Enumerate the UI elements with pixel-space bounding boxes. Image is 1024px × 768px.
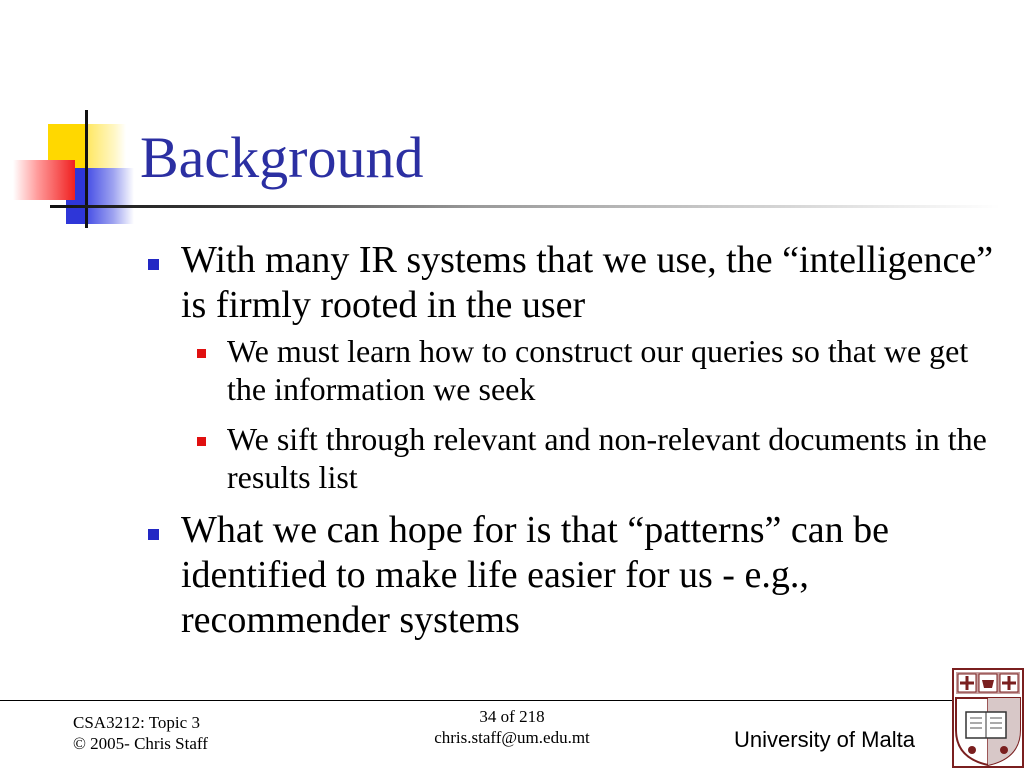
title-underline [50,205,1000,208]
decor-blue-fade [88,168,134,224]
footer-center [412,706,612,748]
square-bullet-icon [197,349,206,358]
square-bullet-icon [148,259,159,270]
square-bullet-icon [197,437,206,446]
bullet-text: What we can hope for is that “patterns” can be identified to make life easier for us - e.g., recommender systems [181,509,889,641]
footer-left [73,712,208,754]
bullet-list [145,238,1005,650]
sub-bullet-item-2 [181,420,1005,496]
square-bullet-icon [148,529,159,540]
page-number: 34 of 218 [479,707,545,726]
bullet-text: With many IR systems that we use, the “intelligence” is firmly rooted in the user [181,239,994,326]
sub-bullet-list [181,332,1005,496]
footer-institution: University of Malta [734,727,915,752]
decor-yellow-fade [88,124,126,170]
footer-email: chris.staff@um.edu.mt [434,728,590,747]
footer-divider [0,700,952,701]
bullet-item-1 [145,238,1005,496]
slide-title: Background [140,125,424,190]
decor-red-bar [13,160,75,200]
university-crest-icon [952,668,1024,768]
bullet-item-2 [145,508,1005,643]
sub-bullet-text: We sift through relevant and non-relevant documents in the results list [227,421,987,495]
footer-copyright: © 2005- Chris Staff [73,734,208,753]
decor-vertical-rule [85,110,88,228]
footer-course: CSA3212: Topic 3 [73,713,200,732]
sub-bullet-item-1 [181,332,1005,408]
sub-bullet-text: We must learn how to construct our queries so that we get the information we seek [227,333,969,407]
